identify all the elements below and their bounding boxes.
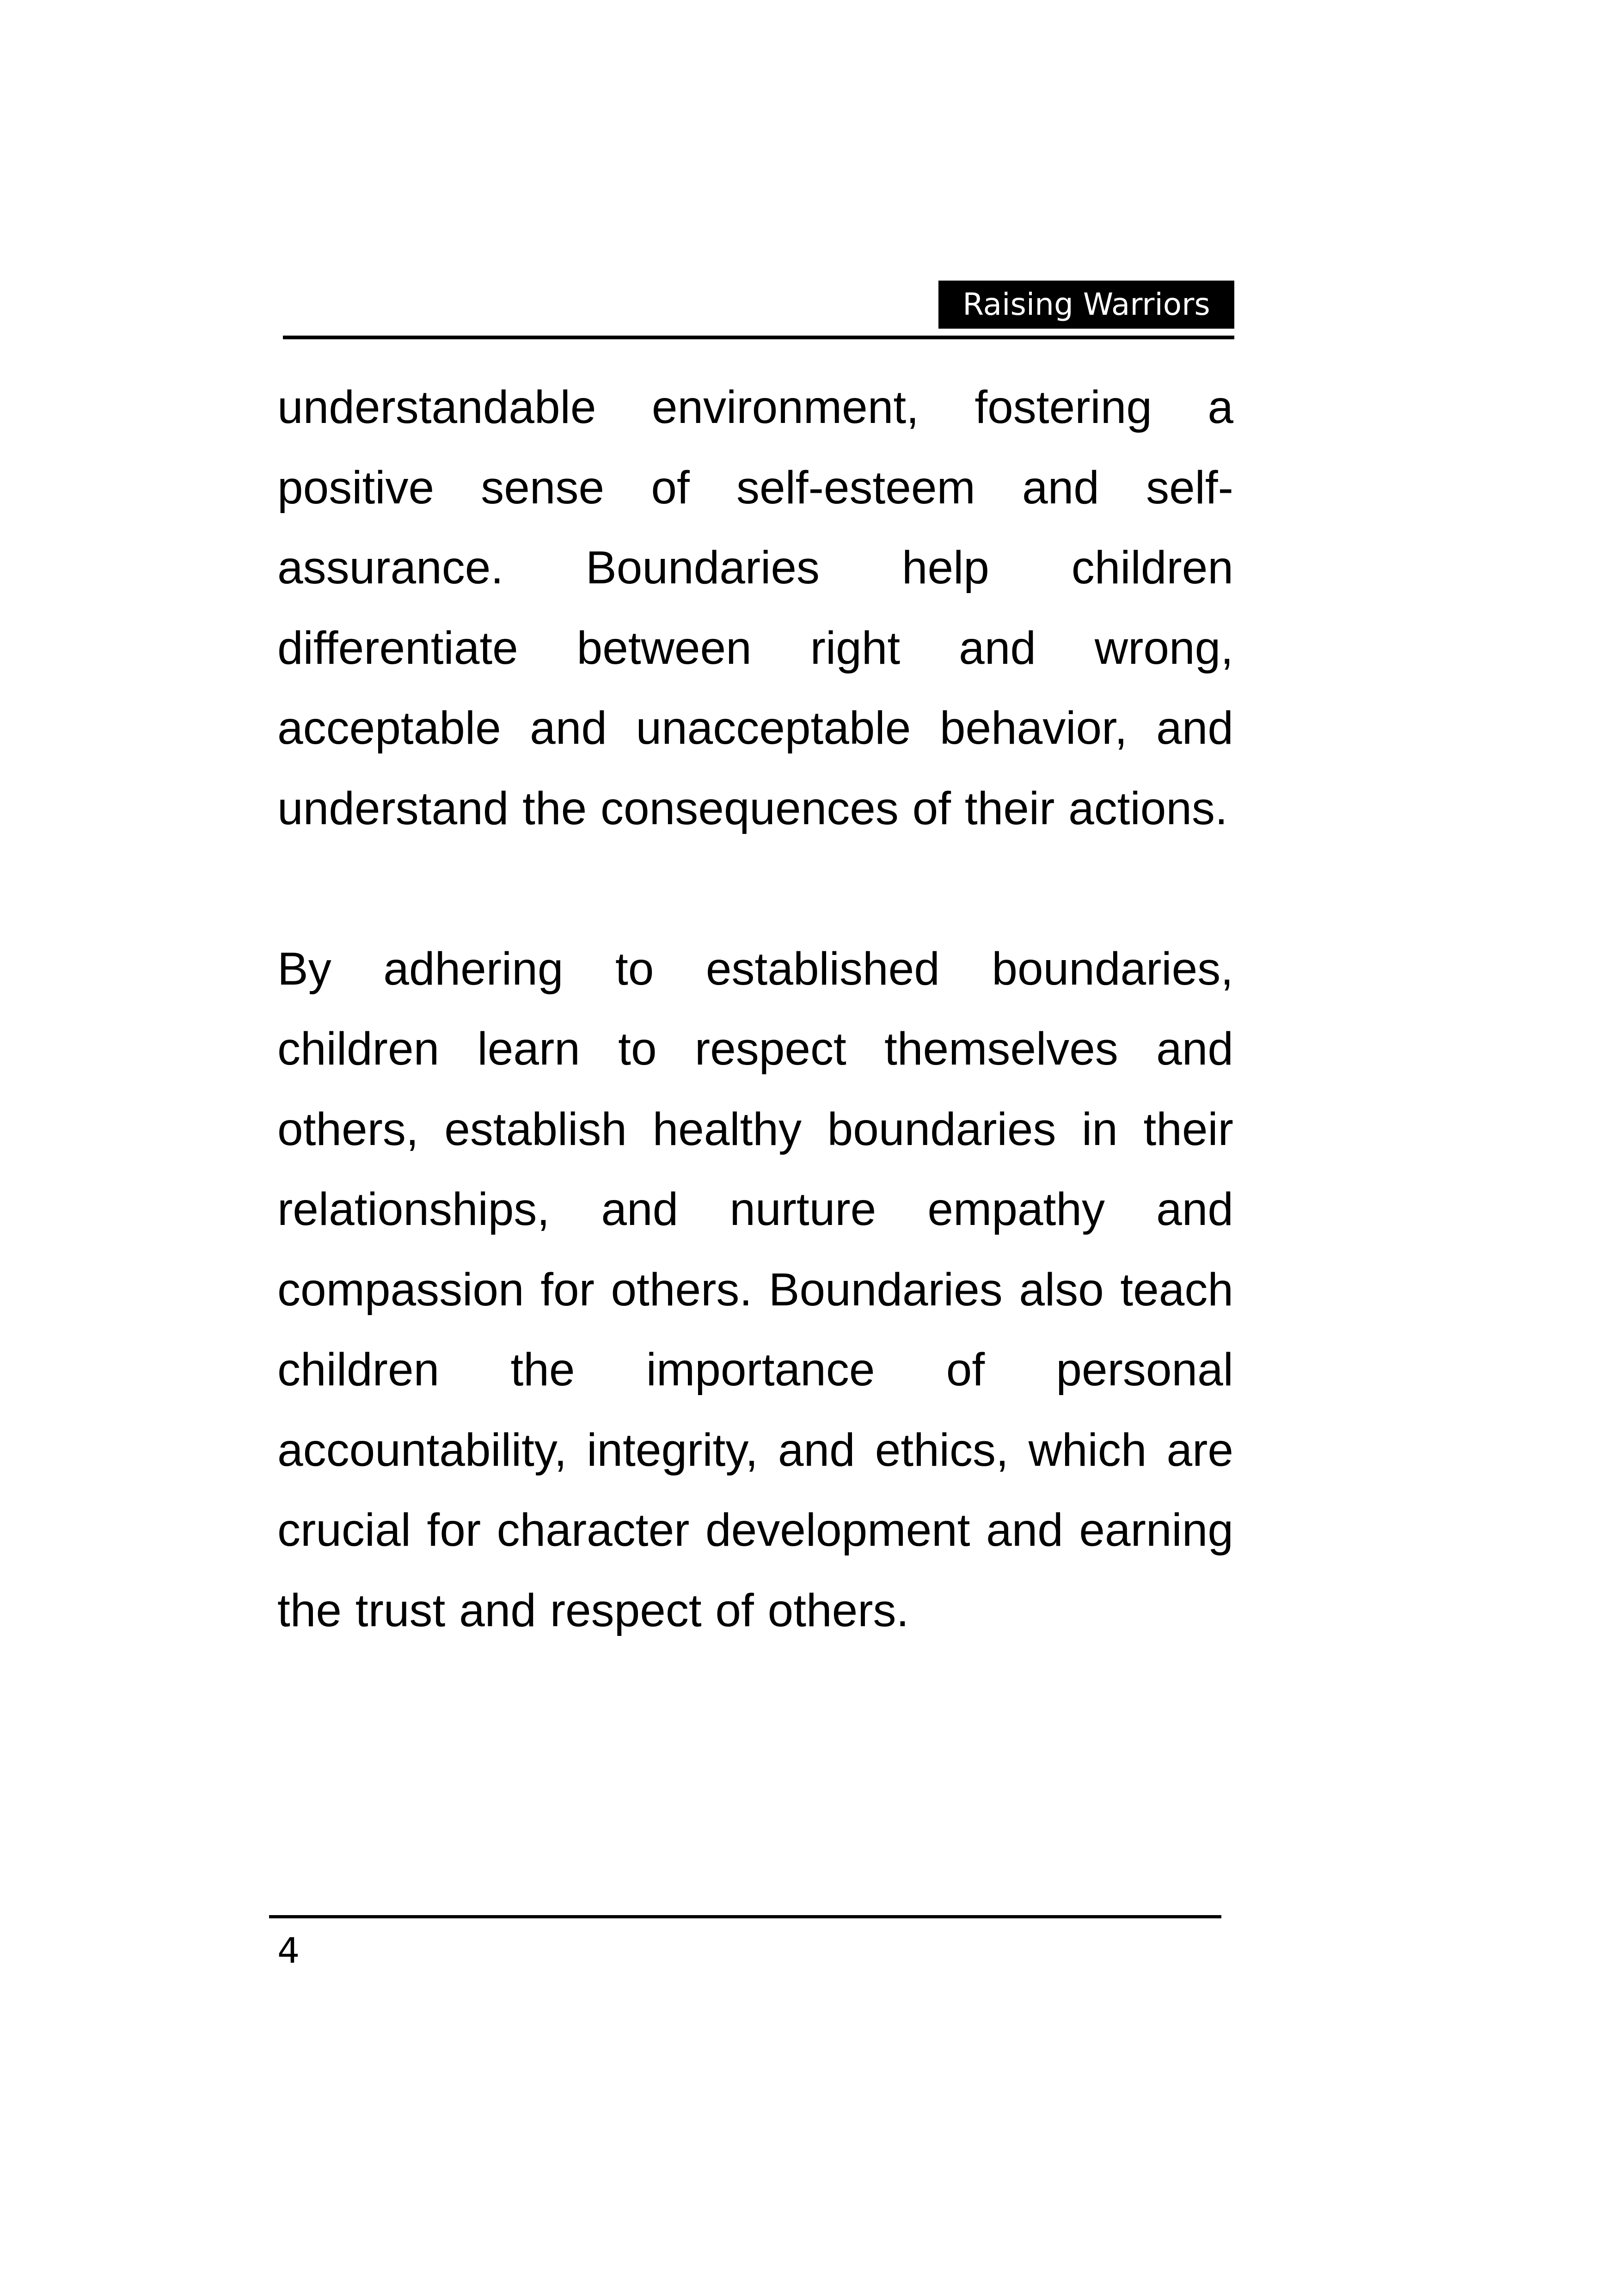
page-number: 4	[277, 1930, 300, 1971]
body-text	[277, 367, 1233, 1651]
paragraph: By adhering to established boundaries, children learn to respect themselves and others, establish healthy boundaries in their relationships, and nurture empathy and compassion for others. Boundaries also teach children the importance of personal accountability, integrity, and ethics, which are crucial for character development and earning the trust and respect of others.	[277, 943, 1233, 1636]
header-rule	[283, 336, 1234, 339]
footer-rule	[269, 1915, 1221, 1918]
running-header: Raising Warriors	[938, 281, 1234, 329]
paragraph: understandable environment, fostering a positive sense of self-esteem and self-assurance. Boundaries help children differentiate between right and wrong, acceptable and unacceptable behavior, and understand the consequences of their actions.	[277, 381, 1233, 834]
